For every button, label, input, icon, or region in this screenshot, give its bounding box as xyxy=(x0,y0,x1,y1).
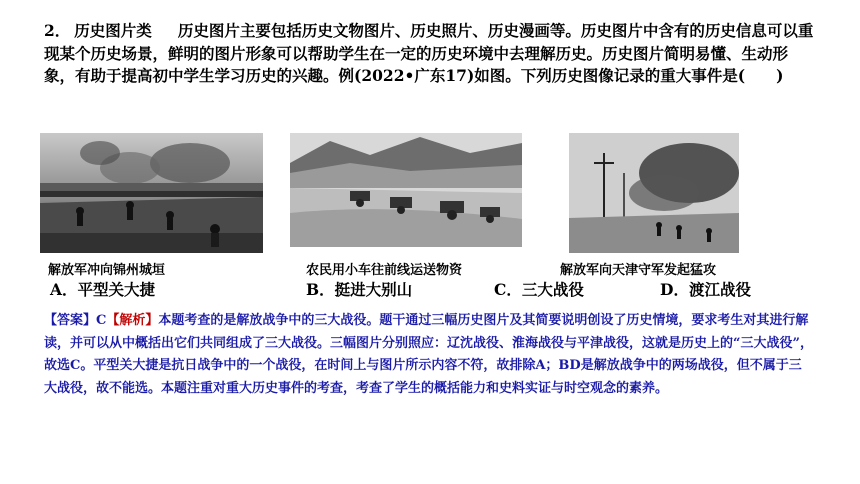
question-category: 历史图片类 xyxy=(74,21,152,40)
option-a[interactable]: A．平型关大捷 xyxy=(50,280,156,299)
question-number: 2． xyxy=(44,21,71,40)
answer-choice: C xyxy=(96,313,107,328)
option-d[interactable]: D．渡江战役 xyxy=(660,280,751,299)
photo-carts xyxy=(290,133,522,247)
analysis-text: 本题考查的是解放战争中的三大战役。题干通过三幅历史图片及其简要说明创设了历史情境，要求考生对其进行解读，并可以从中概括出它们共同组成了三大战役。三幅图片分别照应：辽沈战役、淮海战役与平津战役，这就是历史上的“三大战役”，故选C。平型关大捷是抗日战争中的一个战役，在时间上与图片所示内容不符，故排除A；BD是解放战争中的两场战役，但不属于三大战役，故不能选。本题注重对重大历史事件的考查，考查了学生的概括能力和史料实证与时空观念的素养。 xyxy=(44,313,813,396)
caption-jinzhou: 解放军冲向锦州城垣 xyxy=(48,263,166,278)
option-c[interactable]: C．三大战役 xyxy=(494,280,584,299)
answer-paragraph xyxy=(44,310,814,400)
caption-tianjin: 解放军向天津守军发起猛攻 xyxy=(560,263,717,278)
analysis-label: 【解析】 xyxy=(106,313,159,328)
photo-tianjin xyxy=(569,133,739,253)
caption-carts: 农民用小车往前线运送物资 xyxy=(306,263,463,278)
answer-label: 【答案】 xyxy=(44,313,97,328)
photo-jinzhou xyxy=(40,133,263,253)
question-body: 历史图片主要包括历史文物图片、历史照片、历史漫画等。历史图片中含有的历史信息可以重现某个历史场景，鲜明的图片形象可以帮助学生在一定的历史环境中去理解历史。历史图片简明易懂、生动形象，有助于提高初中学生学习历史的兴趣。例(2022•广东17)如图。下列历史图像记录的重大事件是( ) xyxy=(44,21,814,85)
question-paragraph xyxy=(44,20,816,88)
photo-tianjin-image xyxy=(569,133,739,253)
photo-carts-image xyxy=(290,133,522,247)
photo-jinzhou-image xyxy=(40,133,263,253)
option-b[interactable]: B．挺进大别山 xyxy=(306,280,413,299)
